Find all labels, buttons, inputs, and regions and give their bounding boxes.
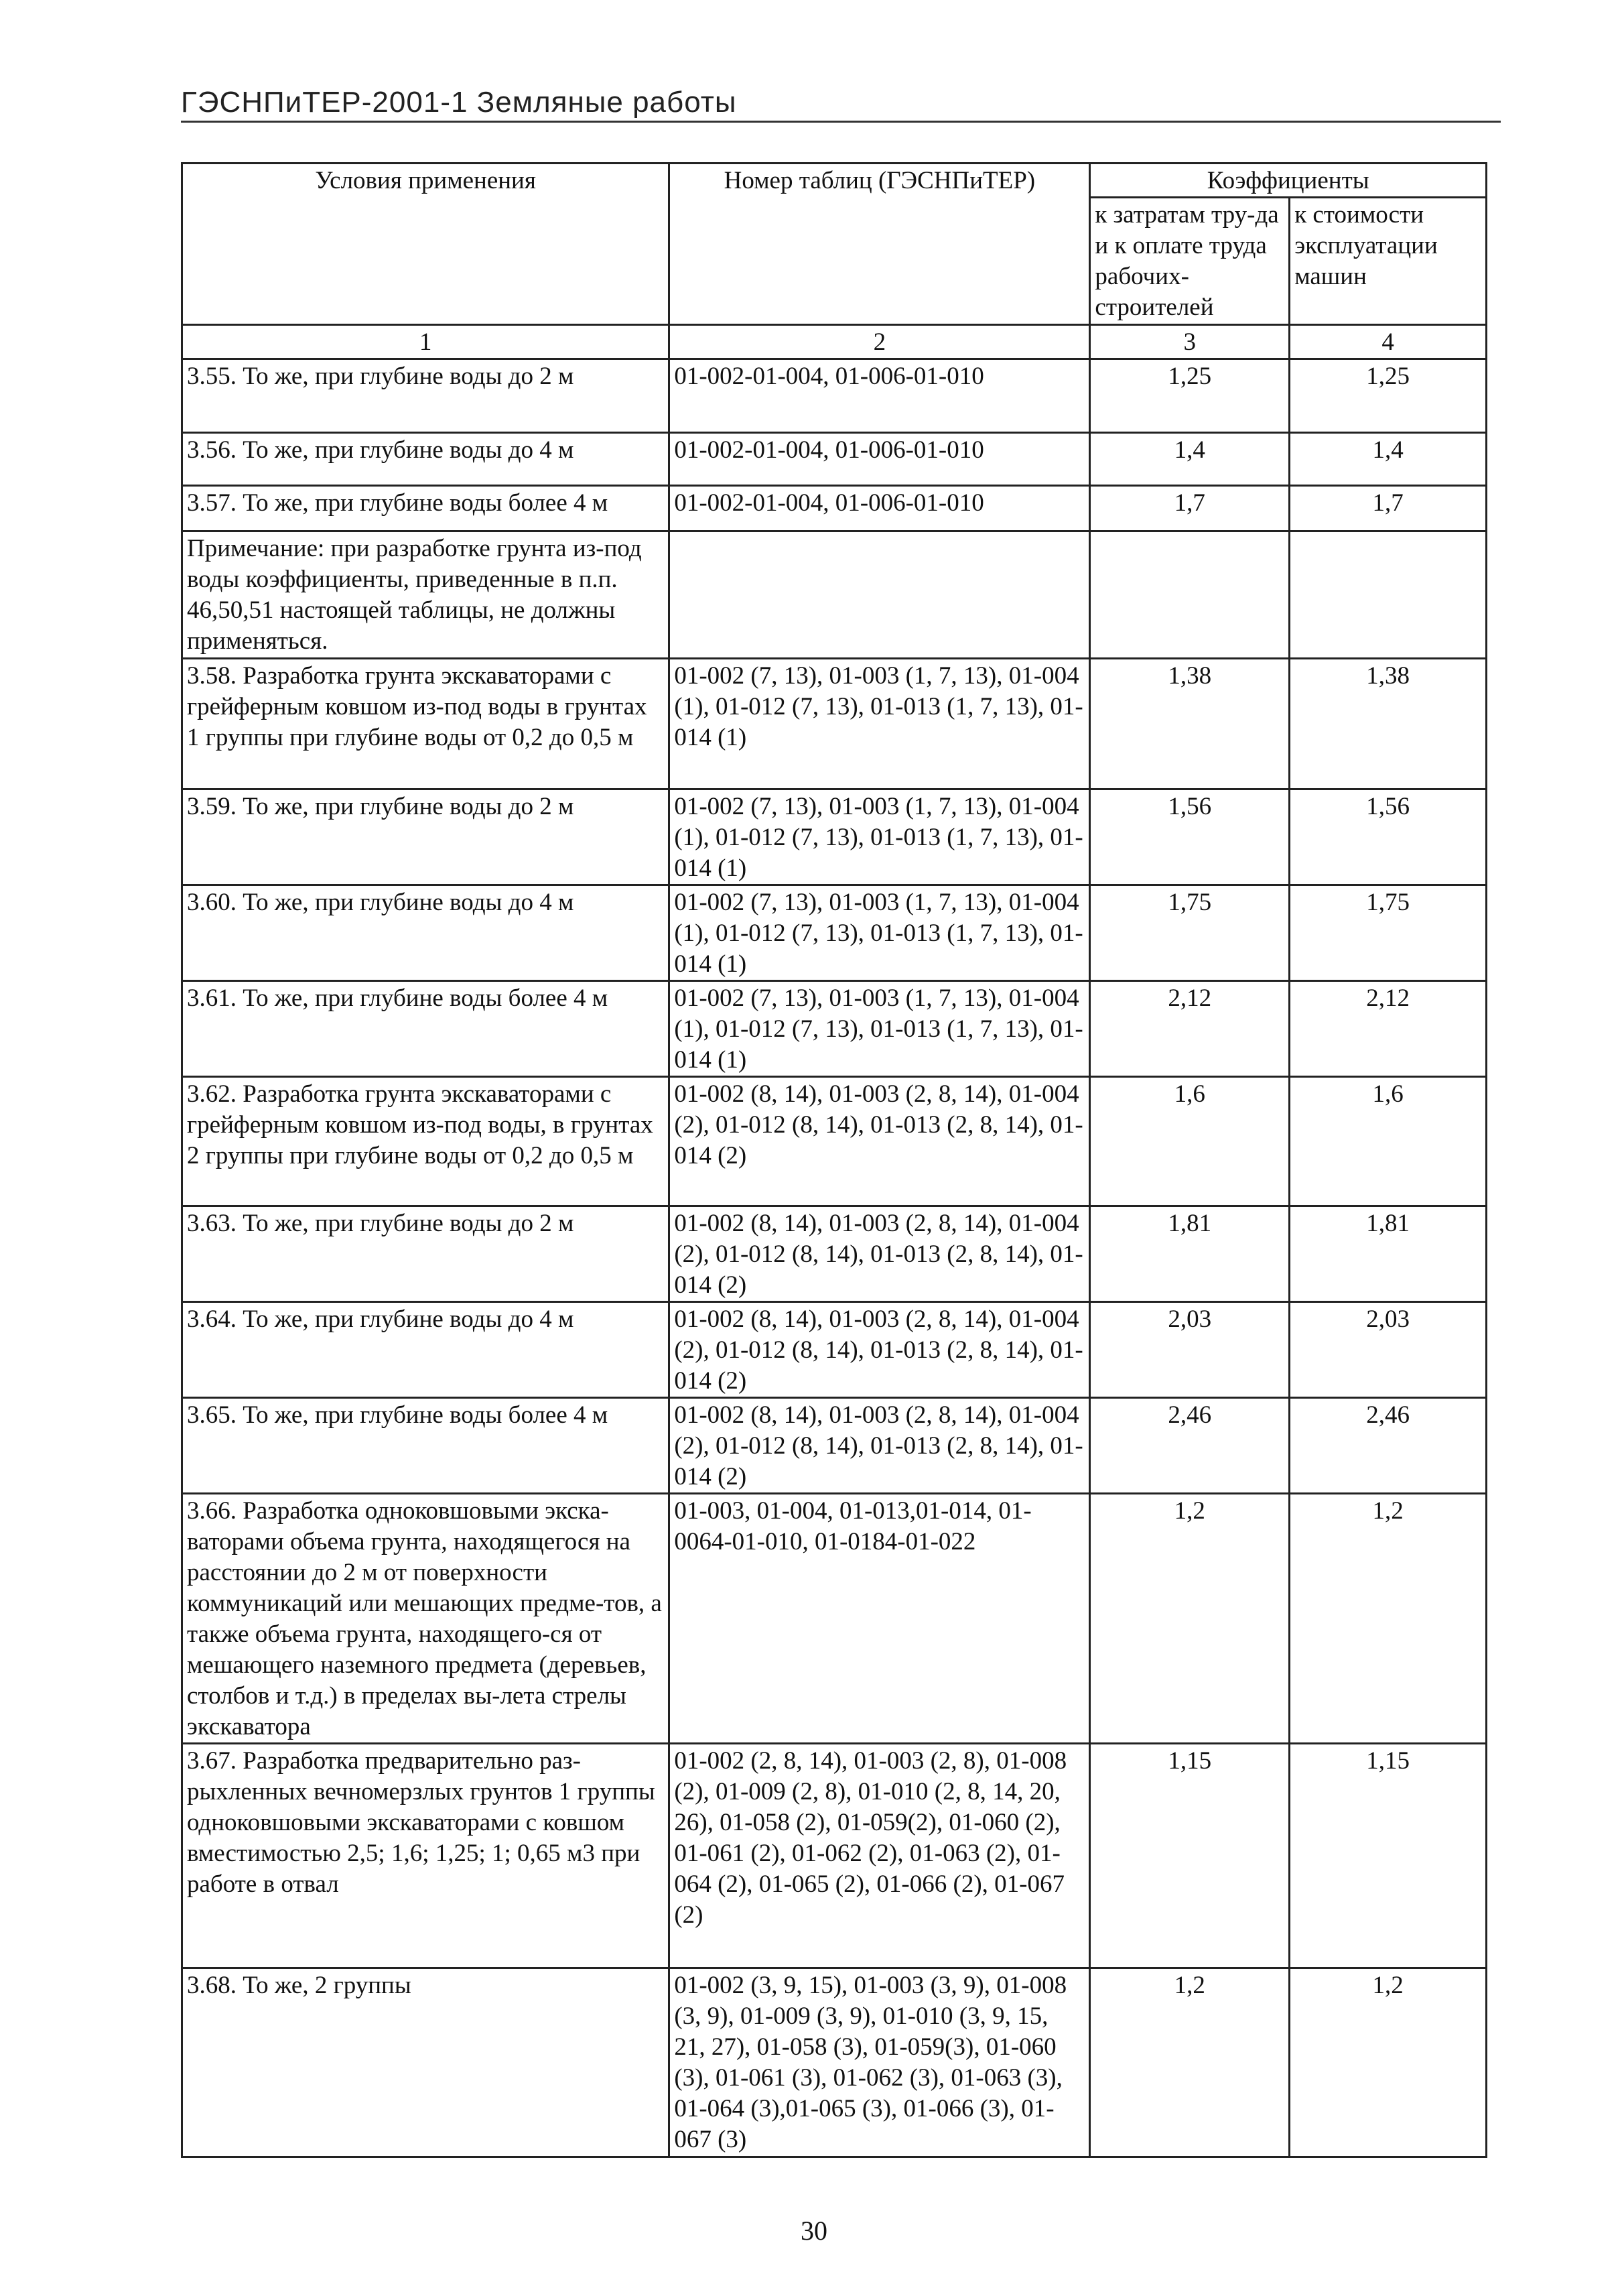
coefficients-table (181, 162, 1487, 2158)
note-cell: Примечание: при разработке грунта из-под воды коэффициенты, приведенные в п.п. 46,50,51 настоящей таблицы, не должны применяться. (182, 531, 669, 659)
condition-cell: 3.68. То же, 2 группы (182, 1968, 669, 2157)
machine-coefficient-cell: 1,56 (1290, 789, 1487, 885)
column-number: 1 (182, 325, 669, 359)
tables-cell: 01-002 (8, 14), 01-003 (2, 8, 14), 01-004 (2), 01-012 (8, 14), 01-013 (2, 8, 14), 01-014 (2) (669, 1206, 1090, 1302)
tables-cell: 01-002 (7, 13), 01-003 (1, 7, 13), 01-004 (1), 01-012 (7, 13), 01-013 (1, 7, 13), 01-014 (1) (669, 885, 1090, 981)
labor-coefficient-cell: 1,2 (1090, 1968, 1290, 2157)
tables-cell (669, 531, 1090, 659)
labor-coefficient-cell: 1,2 (1090, 1494, 1290, 1744)
column-number: 3 (1090, 325, 1290, 359)
tables-cell: 01-002 (3, 9, 15), 01-003 (3, 9), 01-008 (3, 9), 01-009 (3, 9), 01-010 (3, 9, 15, 21, 27), 01-058 (3), 01-059(3), 01-060 (3), 01-061 (3), 01-062 (3), 01-063 (3), 01-064 (3),01-065 (3), 01-066 (3), 01-067 (3) (669, 1968, 1090, 2157)
machine-coefficient-cell (1290, 531, 1487, 659)
condition-cell: 3.57. То же, при глубине воды более 4 м (182, 486, 669, 531)
machine-coefficient-cell: 2,03 (1290, 1302, 1487, 1398)
tables-cell: 01-002-01-004, 01-006-01-010 (669, 359, 1090, 433)
condition-cell: 3.55. То же, при глубине воды до 2 м (182, 359, 669, 433)
machine-coefficient-cell: 2,46 (1290, 1398, 1487, 1494)
table-row (182, 1968, 1487, 2157)
machine-coefficient-cell: 1,81 (1290, 1206, 1487, 1302)
table-row (182, 981, 1487, 1077)
condition-cell: 3.66. Разработка одноковшовыми экска-ваторами объема грунта, находящегося на расстоянии до 2 м от поверхности коммуникаций или мешающих предме-тов, а также объема грунта, находящего-ся от мешающего наземного предмета (деревьев, столбов и т.д.) в пределах вы-лета стрелы экскаватора (182, 1494, 669, 1744)
condition-cell: 3.67. Разработка предварительно раз-рыхленных вечномерзлых грунтов 1 группы одноковшовыми экскаваторами с ковшом вместимостью 2,5; 1,6; 1,25; 1; 0,65 м3 при работе в отвал (182, 1744, 669, 1968)
machine-coefficient-cell: 2,12 (1290, 981, 1487, 1077)
condition-cell: 3.61. То же, при глубине воды более 4 м (182, 981, 669, 1077)
table-row (182, 1077, 1487, 1206)
header-table-numbers: Номер таблиц (ГЭСНПиТЕР) (669, 164, 1090, 325)
machine-coefficient-cell: 1,75 (1290, 885, 1487, 981)
tables-cell: 01-002 (8, 14), 01-003 (2, 8, 14), 01-004 (2), 01-012 (8, 14), 01-013 (2, 8, 14), 01-014 (2) (669, 1077, 1090, 1206)
condition-cell: 3.59. То же, при глубине воды до 2 м (182, 789, 669, 885)
labor-coefficient-cell: 2,03 (1090, 1302, 1290, 1398)
labor-coefficient-cell: 1,56 (1090, 789, 1290, 885)
machine-coefficient-cell: 1,2 (1290, 1968, 1487, 2157)
machine-coefficient-cell: 1,25 (1290, 359, 1487, 433)
table-row (182, 1744, 1487, 1968)
table-row (182, 1302, 1487, 1398)
labor-coefficient-cell: 2,46 (1090, 1398, 1290, 1494)
condition-cell: 3.56. То же, при глубине воды до 4 м (182, 433, 669, 486)
table-row (182, 885, 1487, 981)
running-header: ГЭСНПиТЕР-2001-1 Земляные работы (181, 86, 737, 119)
tables-cell: 01-002 (7, 13), 01-003 (1, 7, 13), 01-004 (1), 01-012 (7, 13), 01-013 (1, 7, 13), 01-014 (1) (669, 981, 1090, 1077)
table-row (182, 359, 1487, 433)
table-row (182, 1494, 1487, 1744)
header-labor-coefficient: к затратам тру-да и к оплате труда рабочих-строителей (1090, 198, 1290, 325)
table-row (182, 486, 1487, 531)
labor-coefficient-cell: 1,7 (1090, 486, 1290, 531)
table-row (182, 1206, 1487, 1302)
labor-coefficient-cell (1090, 531, 1290, 659)
labor-coefficient-cell: 1,4 (1090, 433, 1290, 486)
condition-cell: 3.58. Разработка грунта экскаваторами с грейферным ковшом из-под воды в грунтах 1 группы при глубине воды от 0,2 до 0,5 м (182, 659, 669, 789)
machine-coefficient-cell: 1,38 (1290, 659, 1487, 789)
tables-cell: 01-002 (7, 13), 01-003 (1, 7, 13), 01-004 (1), 01-012 (7, 13), 01-013 (1, 7, 13), 01-014 (1) (669, 789, 1090, 885)
column-number: 4 (1290, 325, 1487, 359)
condition-cell: 3.65. То же, при глубине воды более 4 м (182, 1398, 669, 1494)
labor-coefficient-cell: 1,25 (1090, 359, 1290, 433)
page-number: 30 (801, 2216, 827, 2246)
labor-coefficient-cell: 1,81 (1090, 1206, 1290, 1302)
table-row (182, 433, 1487, 486)
table-row-note (182, 531, 1487, 659)
machine-coefficient-cell: 1,2 (1290, 1494, 1487, 1744)
tables-cell: 01-002 (7, 13), 01-003 (1, 7, 13), 01-004 (1), 01-012 (7, 13), 01-013 (1, 7, 13), 01-014 (1) (669, 659, 1090, 789)
tables-cell: 01-002 (8, 14), 01-003 (2, 8, 14), 01-004 (2), 01-012 (8, 14), 01-013 (2, 8, 14), 01-014 (2) (669, 1302, 1090, 1398)
table-row (182, 1398, 1487, 1494)
condition-cell: 3.60. То же, при глубине воды до 4 м (182, 885, 669, 981)
labor-coefficient-cell: 1,75 (1090, 885, 1290, 981)
labor-coefficient-cell: 1,38 (1090, 659, 1290, 789)
header-conditions: Условия применения (182, 164, 669, 325)
condition-cell: 3.63. То же, при глубине воды до 2 м (182, 1206, 669, 1302)
tables-cell: 01-002 (8, 14), 01-003 (2, 8, 14), 01-004 (2), 01-012 (8, 14), 01-013 (2, 8, 14), 01-014 (2) (669, 1398, 1090, 1494)
header-rule (181, 121, 1501, 123)
header-machine-coefficient: к стоимости эксплуатации машин (1290, 198, 1487, 325)
condition-cell: 3.64. То же, при глубине воды до 4 м (182, 1302, 669, 1398)
tables-cell: 01-002 (2, 8, 14), 01-003 (2, 8), 01-008 (2), 01-009 (2, 8), 01-010 (2, 8, 14, 20, 26), 01-058 (2), 01-059(2), 01-060 (2), 01-061 (2), 01-062 (2), 01-063 (2), 01-064 (2), 01-065 (2), 01-066 (2), 01-067 (2) (669, 1744, 1090, 1968)
table-row (182, 659, 1487, 789)
machine-coefficient-cell: 1,7 (1290, 486, 1487, 531)
table-row (182, 789, 1487, 885)
tables-cell: 01-002-01-004, 01-006-01-010 (669, 433, 1090, 486)
tables-cell: 01-002-01-004, 01-006-01-010 (669, 486, 1090, 531)
condition-cell: 3.62. Разработка грунта экскаваторами с грейферным ковшом из-под воды, в грунтах 2 группы при глубине воды от 0,2 до 0,5 м (182, 1077, 669, 1206)
machine-coefficient-cell: 1,6 (1290, 1077, 1487, 1206)
machine-coefficient-cell: 1,15 (1290, 1744, 1487, 1968)
machine-coefficient-cell: 1,4 (1290, 433, 1487, 486)
tables-cell: 01-003, 01-004, 01-013,01-014, 01-0064-01-010, 01-0184-01-022 (669, 1494, 1090, 1744)
header-coefficients: Коэффициенты (1090, 164, 1487, 198)
labor-coefficient-cell: 2,12 (1090, 981, 1290, 1077)
column-number: 2 (669, 325, 1090, 359)
labor-coefficient-cell: 1,6 (1090, 1077, 1290, 1206)
labor-coefficient-cell: 1,15 (1090, 1744, 1290, 1968)
